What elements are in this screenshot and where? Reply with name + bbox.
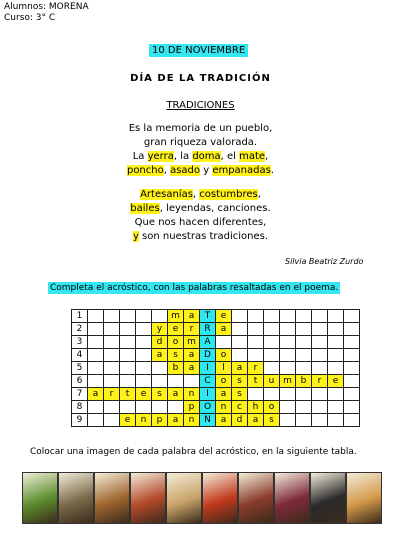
- acrostic-letter[interactable]: a: [184, 362, 200, 375]
- poem-text: , la: [173, 151, 193, 162]
- acrostic-empty-cell: [88, 375, 104, 388]
- acrostic-empty-cell: [296, 362, 312, 375]
- acrostic-empty-cell: [296, 414, 312, 427]
- acrostic-letter[interactable]: o: [264, 401, 280, 414]
- row-number: 6: [72, 375, 88, 388]
- acrostic-empty-cell: [120, 336, 136, 349]
- acrostic-empty-cell: [88, 336, 104, 349]
- acrostic-empty-cell: [136, 323, 152, 336]
- acrostic-letter[interactable]: t: [248, 375, 264, 388]
- acrostic-letter[interactable]: a: [216, 414, 232, 427]
- poem-author: Silvia Beatriz Zurdo: [285, 257, 364, 266]
- acrostic-empty-cell: [344, 375, 360, 388]
- acrostic-empty-cell: [88, 310, 104, 323]
- acrostic-empty-cell: [312, 401, 328, 414]
- highlight-word: y: [132, 231, 139, 242]
- acrostic-empty-cell: [344, 401, 360, 414]
- acrostic-letter[interactable]: l: [216, 362, 232, 375]
- acrostic-letter[interactable]: d: [232, 414, 248, 427]
- acrostic-letter[interactable]: e: [328, 375, 344, 388]
- acrostic-instruction: Completa el acróstico, con las palabras resaltadas en el poema.: [50, 283, 339, 293]
- acrostic-empty-cell: [104, 414, 120, 427]
- acrostic-letter[interactable]: r: [312, 375, 328, 388]
- acrostic-empty-cell: [312, 323, 328, 336]
- acrostic-letter[interactable]: b: [296, 375, 312, 388]
- acrostic-letter[interactable]: s: [232, 388, 248, 401]
- image-instruction: Colocar una imagen de cada palabra del acróstico, en la siguiente tabla.: [30, 447, 357, 457]
- acrostic-letter[interactable]: d: [152, 336, 168, 349]
- acrostic-row: [72, 310, 360, 323]
- acrostic-letter[interactable]: m: [168, 310, 184, 323]
- acrostic-table: [71, 309, 360, 427]
- acrostic-empty-cell: [296, 323, 312, 336]
- acrostic-empty-cell: [328, 349, 344, 362]
- acrostic-letter[interactable]: n: [184, 388, 200, 401]
- poem-line-5: [0, 188, 401, 202]
- acrostic-empty-cell: [104, 310, 120, 323]
- acrostic-empty-cell: [136, 349, 152, 362]
- acrostic-row: [72, 388, 360, 401]
- acrostic-letter[interactable]: o: [216, 375, 232, 388]
- empanadas-image: [346, 472, 382, 524]
- acrostic-empty-cell: [104, 349, 120, 362]
- asado-image: [130, 472, 166, 524]
- acrostic-empty-cell: [104, 336, 120, 349]
- acrostic-empty-cell: [264, 310, 280, 323]
- acrostic-empty-cell: [280, 310, 296, 323]
- acrostic-letter[interactable]: e: [168, 323, 184, 336]
- acrostic-empty-cell: [280, 414, 296, 427]
- acrostic-empty-cell: [280, 349, 296, 362]
- acrostic-empty-cell: [328, 310, 344, 323]
- acrostic-empty-cell: [104, 375, 120, 388]
- highlight-word: Artesanías: [140, 189, 193, 200]
- acrostic-empty-cell: [104, 362, 120, 375]
- acrostic-key-letter[interactable]: R: [200, 323, 216, 336]
- acrostic-empty-cell: [344, 336, 360, 349]
- poem-text: ,: [163, 165, 171, 176]
- acrostic-empty-cell: [296, 388, 312, 401]
- row-number: 8: [72, 401, 88, 414]
- costumbres-image: [202, 472, 238, 524]
- highlight-word: doma: [192, 151, 221, 162]
- acrostic-letter[interactable]: a: [184, 310, 200, 323]
- acrostic-letter[interactable]: e: [216, 310, 232, 323]
- acrostic-empty-cell: [152, 362, 168, 375]
- highlight-word: empanadas: [212, 165, 271, 176]
- highlight-word: poncho: [126, 165, 164, 176]
- acrostic-row: [72, 414, 360, 427]
- acrostic-empty-cell: [152, 375, 168, 388]
- acrostic-empty-cell: [264, 362, 280, 375]
- acrostic-letter[interactable]: n: [216, 401, 232, 414]
- acrostic-empty-cell: [312, 388, 328, 401]
- acrostic-letter[interactable]: e: [120, 414, 136, 427]
- acrostic-empty-cell: [232, 349, 248, 362]
- page-title: DÍA DE LA TRADICIÓN: [130, 73, 271, 84]
- doma-image: [94, 472, 130, 524]
- highlight-word: asado: [170, 165, 201, 176]
- acrostic-empty-cell: [120, 349, 136, 362]
- acrostic-empty-cell: [280, 401, 296, 414]
- poem-line-6: [0, 202, 401, 216]
- acrostic-letter[interactable]: a: [232, 362, 248, 375]
- acrostic-empty-cell: [296, 336, 312, 349]
- poem-text: , leyendas, canciones.: [159, 203, 271, 214]
- acrostic-empty-cell: [328, 401, 344, 414]
- acrostic-empty-cell: [168, 401, 184, 414]
- row-number: 3: [72, 336, 88, 349]
- acrostic-letter[interactable]: a: [88, 388, 104, 401]
- acrostic-empty-cell: [344, 323, 360, 336]
- acrostic-letter[interactable]: a: [168, 388, 184, 401]
- acrostic-empty-cell: [264, 349, 280, 362]
- poem-text: , el: [220, 151, 240, 162]
- highlight-word: mate: [239, 151, 266, 162]
- acrostic-empty-cell: [264, 323, 280, 336]
- poem-title: TRADICIONES: [166, 100, 235, 111]
- acrostic-letter[interactable]: y: [152, 323, 168, 336]
- acrostic-letter[interactable]: m: [184, 336, 200, 349]
- acrostic-empty-cell: [312, 362, 328, 375]
- poem-text: La: [132, 151, 148, 162]
- poem-line-8: [0, 230, 401, 244]
- acrostic-letter[interactable]: a: [184, 349, 200, 362]
- acrostic-empty-cell: [248, 310, 264, 323]
- acrostic-empty-cell: [280, 323, 296, 336]
- bailar-image: [166, 472, 202, 524]
- acrostic-empty-cell: [328, 414, 344, 427]
- acrostic-row: [72, 401, 360, 414]
- acrostic-empty-cell: [344, 310, 360, 323]
- acrostic-letter[interactable]: c: [232, 401, 248, 414]
- acrostic-empty-cell: [120, 362, 136, 375]
- row-number: 9: [72, 414, 88, 427]
- poem-text: ,: [265, 151, 269, 162]
- acrostic-letter[interactable]: r: [248, 362, 264, 375]
- row-number: 4: [72, 349, 88, 362]
- poem-line-2: gran riqueza valorada.: [143, 137, 258, 148]
- acrostic-empty-cell: [120, 310, 136, 323]
- yerra-image: [58, 472, 94, 524]
- mate-image: [22, 472, 58, 524]
- acrostic-row: [72, 362, 360, 375]
- acrostic-empty-cell: [344, 388, 360, 401]
- acrostic-empty-cell: [264, 336, 280, 349]
- row-number: 2: [72, 323, 88, 336]
- student-name: Alumnos: MORENA: [4, 2, 89, 12]
- acrostic-key-letter[interactable]: C: [200, 375, 216, 388]
- acrostic-empty-cell: [328, 323, 344, 336]
- acrostic-letter[interactable]: n: [136, 414, 152, 427]
- acrostic-letter[interactable]: u: [264, 375, 280, 388]
- row-number: 7: [72, 388, 88, 401]
- acrostic-empty-cell: [296, 310, 312, 323]
- poem-line-1: Es la memoria de un pueblo,: [128, 123, 273, 134]
- row-number: 1: [72, 310, 88, 323]
- acrostic-empty-cell: [296, 349, 312, 362]
- poem-text: ,: [257, 189, 261, 200]
- acrostic-letter[interactable]: p: [152, 414, 168, 427]
- acrostic-letter[interactable]: m: [280, 375, 296, 388]
- acrostic-letter[interactable]: r: [104, 388, 120, 401]
- acrostic-letter[interactable]: r: [184, 323, 200, 336]
- acrostic-empty-cell: [88, 349, 104, 362]
- acrostic-letter[interactable]: p: [184, 401, 200, 414]
- acrostic-empty-cell: [328, 362, 344, 375]
- poem-text: y: [200, 165, 213, 176]
- acrostic-empty-cell: [136, 336, 152, 349]
- acrostic-empty-cell: [88, 401, 104, 414]
- acrostic-letter[interactable]: s: [168, 349, 184, 362]
- acrostic-key-letter[interactable]: T: [200, 310, 216, 323]
- poncho-image: [274, 472, 310, 524]
- acrostic-empty-cell: [344, 349, 360, 362]
- student-course: Curso: 3° C: [4, 13, 56, 23]
- row-number: 5: [72, 362, 88, 375]
- acrostic-empty-cell: [280, 362, 296, 375]
- acrostic-empty-cell: [280, 336, 296, 349]
- acrostic-empty-cell: [152, 310, 168, 323]
- acrostic-grid: [71, 309, 360, 427]
- acrostic-row: [72, 349, 360, 362]
- student-header: [4, 2, 89, 24]
- acrostic-empty-cell: [184, 375, 200, 388]
- poem-text: ,: [192, 189, 200, 200]
- acrostic-empty-cell: [344, 414, 360, 427]
- acrostic-empty-cell: [248, 336, 264, 349]
- acrostic-letter[interactable]: a: [216, 388, 232, 401]
- acrostic-letter[interactable]: s: [152, 388, 168, 401]
- acrostic-letter[interactable]: a: [216, 323, 232, 336]
- acrostic-empty-cell: [104, 401, 120, 414]
- poncho2-image: [310, 472, 346, 524]
- acrostic-empty-cell: [216, 336, 232, 349]
- acrostic-letter[interactable]: a: [168, 414, 184, 427]
- acrostic-empty-cell: [120, 375, 136, 388]
- acrostic-empty-cell: [232, 310, 248, 323]
- acrostic-letter[interactable]: s: [232, 375, 248, 388]
- acrostic-empty-cell: [232, 323, 248, 336]
- acrostic-letter[interactable]: o: [168, 336, 184, 349]
- acrostic-letter[interactable]: o: [216, 349, 232, 362]
- acrostic-empty-cell: [88, 323, 104, 336]
- acrostic-letter[interactable]: n: [184, 414, 200, 427]
- acrostic-row: [72, 336, 360, 349]
- poem: [0, 122, 401, 244]
- acrostic-letter[interactable]: b: [168, 362, 184, 375]
- highlight-word: yerra: [147, 151, 174, 162]
- acrostic-key-letter[interactable]: D: [200, 349, 216, 362]
- acrostic-empty-cell: [136, 362, 152, 375]
- acrostic-key-letter[interactable]: A: [200, 336, 216, 349]
- acrostic-empty-cell: [248, 388, 264, 401]
- acrostic-empty-cell: [296, 401, 312, 414]
- acrostic-empty-cell: [168, 375, 184, 388]
- acrostic-letter[interactable]: e: [136, 388, 152, 401]
- acrostic-key-letter[interactable]: I: [200, 388, 216, 401]
- acrostic-letter[interactable]: s: [264, 414, 280, 427]
- acrostic-empty-cell: [312, 310, 328, 323]
- acrostic-empty-cell: [232, 336, 248, 349]
- acrostic-empty-cell: [280, 388, 296, 401]
- acrostic-row: [72, 323, 360, 336]
- acrostic-empty-cell: [248, 349, 264, 362]
- acrostic-empty-cell: [312, 336, 328, 349]
- acrostic-empty-cell: [120, 323, 136, 336]
- poem-line-3: [0, 150, 401, 164]
- acrostic-empty-cell: [312, 349, 328, 362]
- poem-text: .: [270, 165, 275, 176]
- acrostic-empty-cell: [136, 401, 152, 414]
- acrostic-empty-cell: [152, 401, 168, 414]
- acrostic-empty-cell: [104, 323, 120, 336]
- acrostic-empty-cell: [120, 401, 136, 414]
- acrostic-empty-cell: [88, 414, 104, 427]
- acrostic-letter[interactable]: a: [248, 414, 264, 427]
- acrostic-letter[interactable]: h: [248, 401, 264, 414]
- poem-line-4: [0, 164, 401, 178]
- acrostic-letter[interactable]: a: [152, 349, 168, 362]
- highlight-word: bailes: [130, 203, 160, 214]
- acrostic-empty-cell: [344, 362, 360, 375]
- acrostic-empty-cell: [248, 323, 264, 336]
- acrostic-empty-cell: [264, 388, 280, 401]
- date-label: 10 DE NOVIEMBRE: [149, 44, 248, 57]
- acrostic-empty-cell: [328, 388, 344, 401]
- poem-text: son nuestras tradiciones.: [138, 231, 269, 242]
- acrostic-empty-cell: [312, 414, 328, 427]
- acrostic-key-letter[interactable]: N: [200, 414, 216, 427]
- artesanias-image: [238, 472, 274, 524]
- poem-line-7: Que nos hacen diferentes,: [134, 217, 267, 228]
- acrostic-key-letter[interactable]: I: [200, 362, 216, 375]
- acrostic-empty-cell: [328, 336, 344, 349]
- acrostic-empty-cell: [136, 310, 152, 323]
- acrostic-letter[interactable]: t: [120, 388, 136, 401]
- acrostic-row: [72, 375, 360, 388]
- acrostic-empty-cell: [136, 375, 152, 388]
- acrostic-empty-cell: [88, 362, 104, 375]
- acrostic-key-letter[interactable]: O: [200, 401, 216, 414]
- highlight-word: costumbres: [199, 189, 258, 200]
